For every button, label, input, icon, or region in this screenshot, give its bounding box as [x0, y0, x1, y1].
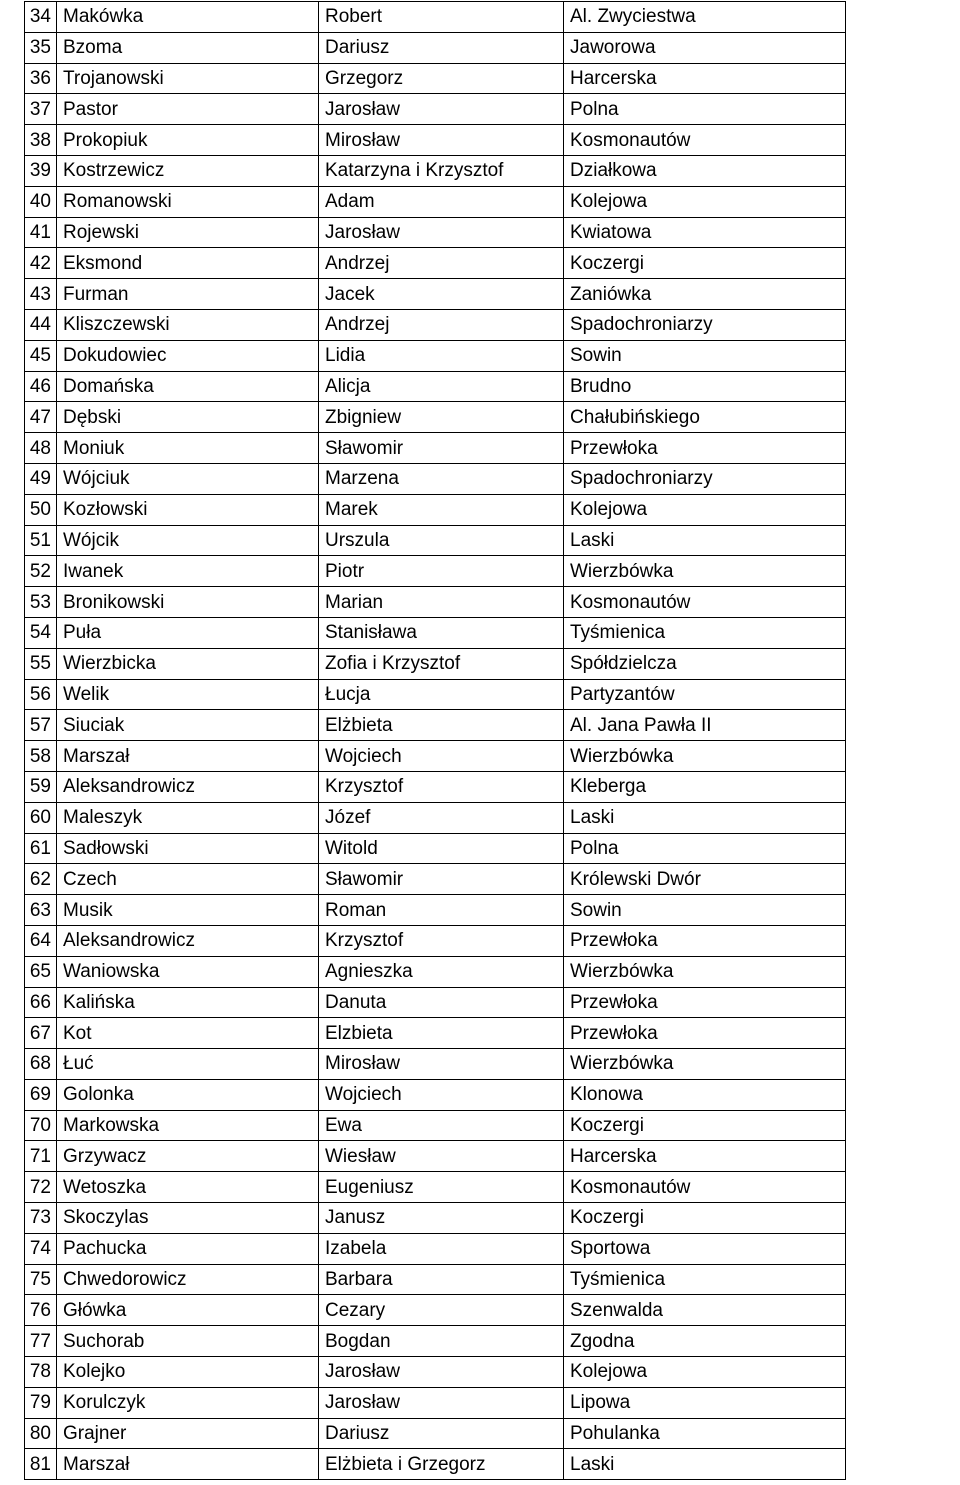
row-number: 38 — [25, 125, 57, 156]
row-number: 35 — [25, 32, 57, 63]
row-number: 68 — [25, 1049, 57, 1080]
surname-cell: Furman — [57, 279, 319, 310]
street-cell: Kosmonautów — [564, 1172, 846, 1203]
street-cell: Przewłoka — [564, 925, 846, 956]
street-cell: Wierzbówka — [564, 1049, 846, 1080]
row-number: 60 — [25, 802, 57, 833]
row-number: 72 — [25, 1172, 57, 1203]
surname-cell: Czech — [57, 864, 319, 895]
table-row — [25, 741, 846, 772]
table-row — [25, 895, 846, 926]
surname-cell: Kliszczewski — [57, 309, 319, 340]
street-cell: Laski — [564, 525, 846, 556]
surname-cell: Prokopiuk — [57, 125, 319, 156]
surname-cell: Kot — [57, 1018, 319, 1049]
table-row — [25, 1264, 846, 1295]
first-name-cell: Marek — [319, 494, 564, 525]
first-name-cell: Andrzej — [319, 309, 564, 340]
street-cell: Królewski Dwór — [564, 864, 846, 895]
row-number: 65 — [25, 956, 57, 987]
row-number: 75 — [25, 1264, 57, 1295]
street-cell: Koczergi — [564, 1203, 846, 1234]
surname-cell: Puła — [57, 617, 319, 648]
row-number: 54 — [25, 617, 57, 648]
row-number: 59 — [25, 771, 57, 802]
row-number: 55 — [25, 648, 57, 679]
surname-cell: Pastor — [57, 94, 319, 125]
first-name-cell: Marian — [319, 587, 564, 618]
street-cell: Szenwalda — [564, 1295, 846, 1326]
surname-cell: Welik — [57, 679, 319, 710]
surname-cell: Makówka — [57, 2, 319, 33]
first-name-cell: Marzena — [319, 463, 564, 494]
residents-table — [24, 1, 846, 1480]
street-cell: Klonowa — [564, 1079, 846, 1110]
first-name-cell: Mirosław — [319, 125, 564, 156]
table-row — [25, 1172, 846, 1203]
table-row — [25, 463, 846, 494]
table-row — [25, 340, 846, 371]
surname-cell: Siuciak — [57, 710, 319, 741]
row-number: 56 — [25, 679, 57, 710]
first-name-cell: Danuta — [319, 987, 564, 1018]
first-name-cell: Mirosław — [319, 1049, 564, 1080]
table-row — [25, 1387, 846, 1418]
street-cell: Spółdzielcza — [564, 648, 846, 679]
first-name-cell: Janusz — [319, 1203, 564, 1234]
street-cell: Przewłoka — [564, 433, 846, 464]
surname-cell: Aleksandrowicz — [57, 771, 319, 802]
table-row — [25, 833, 846, 864]
surname-cell: Kolejko — [57, 1357, 319, 1388]
surname-cell: Musik — [57, 895, 319, 926]
first-name-cell: Adam — [319, 186, 564, 217]
first-name-cell: Elżbieta i Grzegorz — [319, 1449, 564, 1480]
table-row — [25, 864, 846, 895]
table-row — [25, 1141, 846, 1172]
street-cell: Brudno — [564, 371, 846, 402]
surname-cell: Skoczylas — [57, 1203, 319, 1234]
street-cell: Spadochroniarzy — [564, 463, 846, 494]
street-cell: Kosmonautów — [564, 125, 846, 156]
row-number: 73 — [25, 1203, 57, 1234]
table-row — [25, 217, 846, 248]
surname-cell: Eksmond — [57, 248, 319, 279]
table-row — [25, 94, 846, 125]
street-cell: Wierzbówka — [564, 956, 846, 987]
table-row — [25, 987, 846, 1018]
surname-cell: Trojanowski — [57, 63, 319, 94]
table-row — [25, 525, 846, 556]
surname-cell: Bzoma — [57, 32, 319, 63]
first-name-cell: Jacek — [319, 279, 564, 310]
row-number: 48 — [25, 433, 57, 464]
table-row — [25, 155, 846, 186]
row-number: 62 — [25, 864, 57, 895]
first-name-cell: Eugeniusz — [319, 1172, 564, 1203]
first-name-cell: Piotr — [319, 556, 564, 587]
surname-cell: Chwedorowicz — [57, 1264, 319, 1295]
street-cell: Przewłoka — [564, 1018, 846, 1049]
table-row — [25, 956, 846, 987]
first-name-cell: Katarzyna i Krzysztof — [319, 155, 564, 186]
street-cell: Koczergi — [564, 248, 846, 279]
row-number: 43 — [25, 279, 57, 310]
row-number: 37 — [25, 94, 57, 125]
table-row — [25, 1079, 846, 1110]
surname-cell: Aleksandrowicz — [57, 925, 319, 956]
street-cell: Harcerska — [564, 1141, 846, 1172]
row-number: 74 — [25, 1233, 57, 1264]
street-cell: Harcerska — [564, 63, 846, 94]
first-name-cell: Elzbieta — [319, 1018, 564, 1049]
street-cell: Partyzantów — [564, 679, 846, 710]
table-row — [25, 1357, 846, 1388]
row-number: 81 — [25, 1449, 57, 1480]
first-name-cell: Izabela — [319, 1233, 564, 1264]
surname-cell: Dokudowiec — [57, 340, 319, 371]
table-body — [25, 2, 846, 1480]
first-name-cell: Krzysztof — [319, 771, 564, 802]
row-number: 80 — [25, 1418, 57, 1449]
surname-cell: Golonka — [57, 1079, 319, 1110]
street-cell: Tyśmienica — [564, 617, 846, 648]
row-number: 40 — [25, 186, 57, 217]
row-number: 47 — [25, 402, 57, 433]
table-row — [25, 617, 846, 648]
street-cell: Laski — [564, 802, 846, 833]
surname-cell: Domańska — [57, 371, 319, 402]
street-cell: Jaworowa — [564, 32, 846, 63]
row-number: 34 — [25, 2, 57, 33]
table-row — [25, 2, 846, 33]
first-name-cell: Sławomir — [319, 864, 564, 895]
row-number: 64 — [25, 925, 57, 956]
row-number: 77 — [25, 1326, 57, 1357]
first-name-cell: Andrzej — [319, 248, 564, 279]
row-number: 41 — [25, 217, 57, 248]
table-row — [25, 32, 846, 63]
first-name-cell: Jarosław — [319, 1387, 564, 1418]
street-cell: Polna — [564, 94, 846, 125]
table-row — [25, 556, 846, 587]
surname-cell: Korulczyk — [57, 1387, 319, 1418]
table-row — [25, 1233, 846, 1264]
row-number: 42 — [25, 248, 57, 279]
first-name-cell: Grzegorz — [319, 63, 564, 94]
street-cell: Sportowa — [564, 1233, 846, 1264]
table-row — [25, 402, 846, 433]
first-name-cell: Zofia i Krzysztof — [319, 648, 564, 679]
surname-cell: Kalińska — [57, 987, 319, 1018]
street-cell: Kolejowa — [564, 1357, 846, 1388]
table-row — [25, 679, 846, 710]
row-number: 36 — [25, 63, 57, 94]
table-row — [25, 1418, 846, 1449]
first-name-cell: Krzysztof — [319, 925, 564, 956]
surname-cell: Grzywacz — [57, 1141, 319, 1172]
first-name-cell: Sławomir — [319, 433, 564, 464]
first-name-cell: Wojciech — [319, 1079, 564, 1110]
table-row — [25, 125, 846, 156]
first-name-cell: Barbara — [319, 1264, 564, 1295]
table-row — [25, 1049, 846, 1080]
surname-cell: Suchorab — [57, 1326, 319, 1357]
surname-cell: Maleszyk — [57, 802, 319, 833]
street-cell: Pohulanka — [564, 1418, 846, 1449]
first-name-cell: Wiesław — [319, 1141, 564, 1172]
first-name-cell: Zbigniew — [319, 402, 564, 433]
street-cell: Zgodna — [564, 1326, 846, 1357]
street-cell: Kleberga — [564, 771, 846, 802]
table-row — [25, 371, 846, 402]
first-name-cell: Urszula — [319, 525, 564, 556]
surname-cell: Kostrzewicz — [57, 155, 319, 186]
first-name-cell: Dariusz — [319, 32, 564, 63]
surname-cell: Wierzbicka — [57, 648, 319, 679]
street-cell: Kwiatowa — [564, 217, 846, 248]
first-name-cell: Alicja — [319, 371, 564, 402]
table-row — [25, 1449, 846, 1480]
first-name-cell: Jarosław — [319, 217, 564, 248]
street-cell: Przewłoka — [564, 987, 846, 1018]
row-number: 57 — [25, 710, 57, 741]
first-name-cell: Józef — [319, 802, 564, 833]
table-row — [25, 1203, 846, 1234]
row-number: 58 — [25, 741, 57, 772]
first-name-cell: Agnieszka — [319, 956, 564, 987]
surname-cell: Wójciuk — [57, 463, 319, 494]
surname-cell: Główka — [57, 1295, 319, 1326]
row-number: 69 — [25, 1079, 57, 1110]
street-cell: Sowin — [564, 895, 846, 926]
street-cell: Działkowa — [564, 155, 846, 186]
surname-cell: Dębski — [57, 402, 319, 433]
row-number: 52 — [25, 556, 57, 587]
first-name-cell: Jarosław — [319, 1357, 564, 1388]
table-row — [25, 1018, 846, 1049]
row-number: 45 — [25, 340, 57, 371]
street-cell: Kolejowa — [564, 494, 846, 525]
table-row — [25, 248, 846, 279]
row-number: 66 — [25, 987, 57, 1018]
surname-cell: Kozłowski — [57, 494, 319, 525]
first-name-cell: Elżbieta — [319, 710, 564, 741]
surname-cell: Wójcik — [57, 525, 319, 556]
first-name-cell: Jarosław — [319, 94, 564, 125]
street-cell: Al. Zwyciestwa — [564, 2, 846, 33]
table-row — [25, 433, 846, 464]
street-cell: Wierzbówka — [564, 556, 846, 587]
first-name-cell: Roman — [319, 895, 564, 926]
first-name-cell: Witold — [319, 833, 564, 864]
row-number: 79 — [25, 1387, 57, 1418]
street-cell: Laski — [564, 1449, 846, 1480]
first-name-cell: Cezary — [319, 1295, 564, 1326]
surname-cell: Pachucka — [57, 1233, 319, 1264]
first-name-cell: Robert — [319, 2, 564, 33]
first-name-cell: Ewa — [319, 1110, 564, 1141]
street-cell: Sowin — [564, 340, 846, 371]
row-number: 67 — [25, 1018, 57, 1049]
row-number: 61 — [25, 833, 57, 864]
street-cell: Lipowa — [564, 1387, 846, 1418]
first-name-cell: Bogdan — [319, 1326, 564, 1357]
row-number: 49 — [25, 463, 57, 494]
row-number: 53 — [25, 587, 57, 618]
street-cell: Koczergi — [564, 1110, 846, 1141]
row-number: 44 — [25, 309, 57, 340]
street-cell: Zaniówka — [564, 279, 846, 310]
surname-cell: Romanowski — [57, 186, 319, 217]
table-row — [25, 802, 846, 833]
surname-cell: Łuć — [57, 1049, 319, 1080]
first-name-cell: Łucja — [319, 679, 564, 710]
table-row — [25, 925, 846, 956]
first-name-cell: Dariusz — [319, 1418, 564, 1449]
table-row — [25, 309, 846, 340]
table-row — [25, 648, 846, 679]
surname-cell: Bronikowski — [57, 587, 319, 618]
surname-cell: Waniowska — [57, 956, 319, 987]
table-row — [25, 587, 846, 618]
table-row — [25, 186, 846, 217]
table-row — [25, 1295, 846, 1326]
surname-cell: Iwanek — [57, 556, 319, 587]
street-cell: Tyśmienica — [564, 1264, 846, 1295]
surname-cell: Marszał — [57, 1449, 319, 1480]
row-number: 46 — [25, 371, 57, 402]
row-number: 78 — [25, 1357, 57, 1388]
street-cell: Kolejowa — [564, 186, 846, 217]
street-cell: Al. Jana Pawła II — [564, 710, 846, 741]
surname-cell: Grajner — [57, 1418, 319, 1449]
row-number: 39 — [25, 155, 57, 186]
row-number: 71 — [25, 1141, 57, 1172]
table-row — [25, 63, 846, 94]
table-row — [25, 494, 846, 525]
first-name-cell: Lidia — [319, 340, 564, 371]
first-name-cell: Wojciech — [319, 741, 564, 772]
row-number: 70 — [25, 1110, 57, 1141]
street-cell: Spadochroniarzy — [564, 309, 846, 340]
table-row — [25, 771, 846, 802]
surname-cell: Rojewski — [57, 217, 319, 248]
surname-cell: Markowska — [57, 1110, 319, 1141]
street-cell: Chałubińskiego — [564, 402, 846, 433]
table-row — [25, 279, 846, 310]
table-row — [25, 1326, 846, 1357]
table-row — [25, 1110, 846, 1141]
row-number: 51 — [25, 525, 57, 556]
row-number: 76 — [25, 1295, 57, 1326]
street-cell: Wierzbówka — [564, 741, 846, 772]
first-name-cell: Stanisława — [319, 617, 564, 648]
surname-cell: Moniuk — [57, 433, 319, 464]
table-row — [25, 710, 846, 741]
surname-cell: Wetoszka — [57, 1172, 319, 1203]
street-cell: Polna — [564, 833, 846, 864]
surname-cell: Marszał — [57, 741, 319, 772]
row-number: 63 — [25, 895, 57, 926]
street-cell: Kosmonautów — [564, 587, 846, 618]
row-number: 50 — [25, 494, 57, 525]
surname-cell: Sadłowski — [57, 833, 319, 864]
